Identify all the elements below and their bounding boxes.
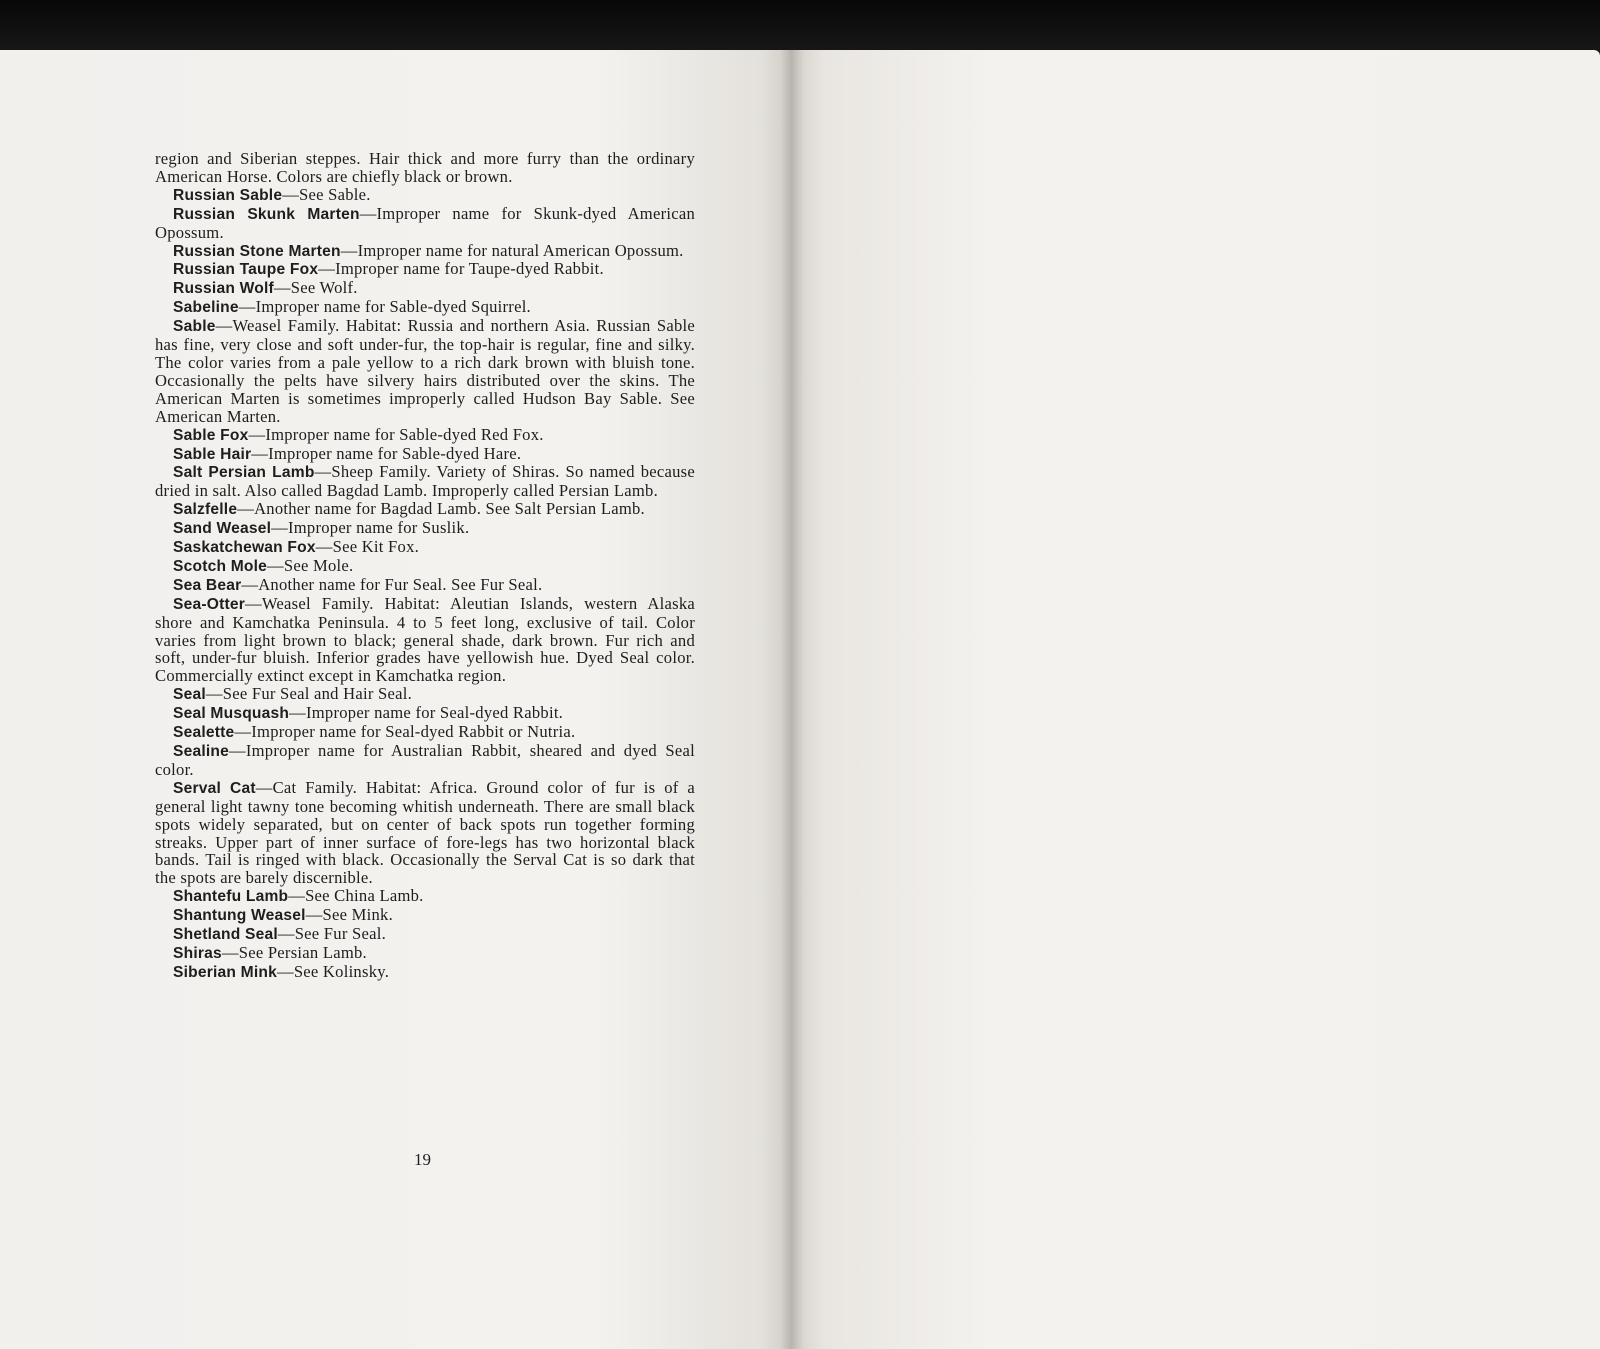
entry-term: Serval Cat — [173, 779, 256, 797]
page-number-left: 19 — [414, 1150, 431, 1169]
entry-term: Siberian Mink — [173, 963, 277, 981]
entry-text: —Improper name for Australian Rabbit, sheared and dyed Seal color. — [155, 741, 695, 779]
entry-text: —Cat Family. Habitat: Africa. Ground color of fur is of a general light tawny tone becoming whitish underneath. There are small black spots widely separated, but on center of back spots run together forming streaks. Upper part of inner surface of fore-legs has two horizontal black bands. Tail is ringed with black. Occasionally the Serval Cat is so dark that the spots are barely discernible. — [155, 777, 695, 888]
glossary-entry — [155, 538, 695, 557]
glossary-entry — [155, 906, 695, 925]
entry-term: Russian Skunk Marten — [173, 205, 360, 223]
entry-text: —Improper name for Seal-dyed Rabbit. — [289, 703, 564, 723]
entry-term: Russian Stone Marten — [173, 242, 341, 260]
glossary-entry — [155, 279, 695, 298]
entry-term: Seal Musquash — [173, 705, 290, 723]
entry-term: Seal — [173, 686, 206, 704]
entry-text: —Improper name for Sable-dyed Red Fox. — [248, 424, 544, 444]
entry-term: Saskatchewan Fox — [173, 539, 316, 557]
entry-term: Russian Wolf — [173, 280, 274, 298]
entry-text: —Another name for Fur Seal. See Fur Seal. — [241, 574, 543, 594]
entry-term: Sea-Otter — [173, 595, 245, 613]
entry-term: Salt Persian Lamb — [173, 464, 315, 482]
glossary-entry — [155, 685, 695, 704]
entry-term: Shiras — [173, 944, 222, 962]
entry-term: Shantung Weasel — [173, 907, 306, 925]
entry-text: —Sheep Family. Variety of Shiras. So named because dried in salt. Also called Bagdad Lamb. Improperly called Persian Lamb. — [155, 462, 695, 501]
entry-term: Sea Bear — [173, 576, 242, 594]
entry-text: —Improper name for Sable-dyed Hare. — [251, 443, 522, 463]
entry-term: Salzfelle — [173, 501, 238, 519]
glossary-entry — [155, 500, 695, 519]
entry-text: —See Kolinsky. — [276, 961, 390, 981]
entry-term: Shantefu Lamb — [173, 888, 289, 906]
entry-text: —See Wolf. — [273, 278, 358, 298]
entry-term: Sealine — [173, 743, 230, 760]
glossary-entry — [155, 463, 695, 500]
right-page — [792, 50, 1600, 1349]
glossary-entry — [155, 426, 695, 445]
glossary-entry — [155, 779, 695, 887]
entry-text: —Improper name for Suslik. — [271, 518, 470, 538]
entry-text: —See Mole. — [267, 555, 354, 575]
glossary-entry — [155, 298, 695, 317]
left-page-text — [155, 150, 695, 982]
glossary-entry — [155, 317, 695, 425]
glossary-entry — [155, 944, 695, 963]
entry-text: —Improper name for Taupe-dyed Rabbit. — [318, 259, 604, 279]
entry-text: —Improper name for Skunk-dyed American Opossum. — [155, 203, 695, 242]
glossary-entry — [155, 704, 695, 723]
entry-text: —Another name for Bagdad Lamb. See Salt Persian Lamb. — [237, 499, 645, 519]
entry-text: —See Fur Seal and Hair Seal. — [205, 684, 412, 704]
glossary-entry — [155, 887, 695, 906]
entry-text: —See Sable. — [282, 184, 371, 204]
entry-term: Sealette — [173, 724, 235, 742]
entry-text: —Improper name for Seal-dyed Rabbit or Nutria. — [234, 722, 576, 742]
entry-term: Scotch Mole — [173, 557, 268, 575]
glossary-entry — [155, 742, 695, 779]
entry-text: —See Persian Lamb. — [221, 942, 367, 962]
entry-text: —Weasel Family. Habitat: Russia and northern Asia. Russian Sable has fine, very close and soft under-fur, the top-hair is regular, fine and silky. The color varies from a pale yellow to a rich dark brown with bluish tone. Occasionally the pelts have silvery hairs distributed over the skins. The American Marten is sometimes improperly called Hudson Bay Sable. See American Marten. — [155, 316, 695, 426]
glossary-entry — [155, 242, 695, 261]
glossary-entry — [155, 186, 695, 205]
entry-term: Shetland Seal — [173, 926, 278, 944]
entry-text: —See China Lamb. — [288, 886, 424, 906]
glossary-entry — [155, 557, 695, 576]
entry-term: Sable Fox — [173, 426, 249, 444]
glossary-entry — [155, 576, 695, 595]
glossary-entry — [155, 260, 695, 279]
glossary-entry — [155, 723, 695, 742]
entry-text: —Improper name for natural American Opossum. — [340, 240, 684, 260]
entry-term: Sand Weasel — [173, 520, 272, 538]
entry-text: —See Mink. — [305, 905, 393, 925]
glossary-entry — [155, 445, 695, 464]
entry-term: Sable Hair — [173, 445, 252, 463]
glossary-entry — [155, 519, 695, 538]
entry-term: Russian Taupe Fox — [173, 261, 319, 279]
glossary-entry — [155, 205, 695, 242]
book-gutter — [780, 50, 804, 1349]
entry-text: —See Fur Seal. — [277, 924, 386, 944]
glossary-entry — [155, 925, 695, 944]
glossary-entry — [155, 595, 695, 686]
entry-term: Russian Sable — [173, 186, 283, 204]
entry-text: —Improper name for Sable-dyed Squirrel. — [238, 297, 531, 317]
entry-text: —See Kit Fox. — [315, 537, 420, 557]
entry-term: Sabeline — [173, 299, 239, 317]
glossary-entry — [155, 963, 695, 982]
opening-text: region and Siberian steppes. Hair thick and more furry than the ordinary American Horse. Colors are chiefly black or brown. — [155, 149, 695, 186]
left-page — [0, 50, 792, 1349]
entry-text: —Weasel Family. Habitat: Aleutian Islands, western Alaska shore and Kamchatka Peninsula. 4 to 5 feet long, exclusive of tail. Color varies from light brown to black; general shade, dark brown. Fur rich and soft, under-fur bluish. Inferior grades have yellowish hue. Dyed Seal color. Commercially extinct except in Kamchatka region. — [155, 593, 695, 686]
entry-term: Sable — [173, 318, 216, 336]
